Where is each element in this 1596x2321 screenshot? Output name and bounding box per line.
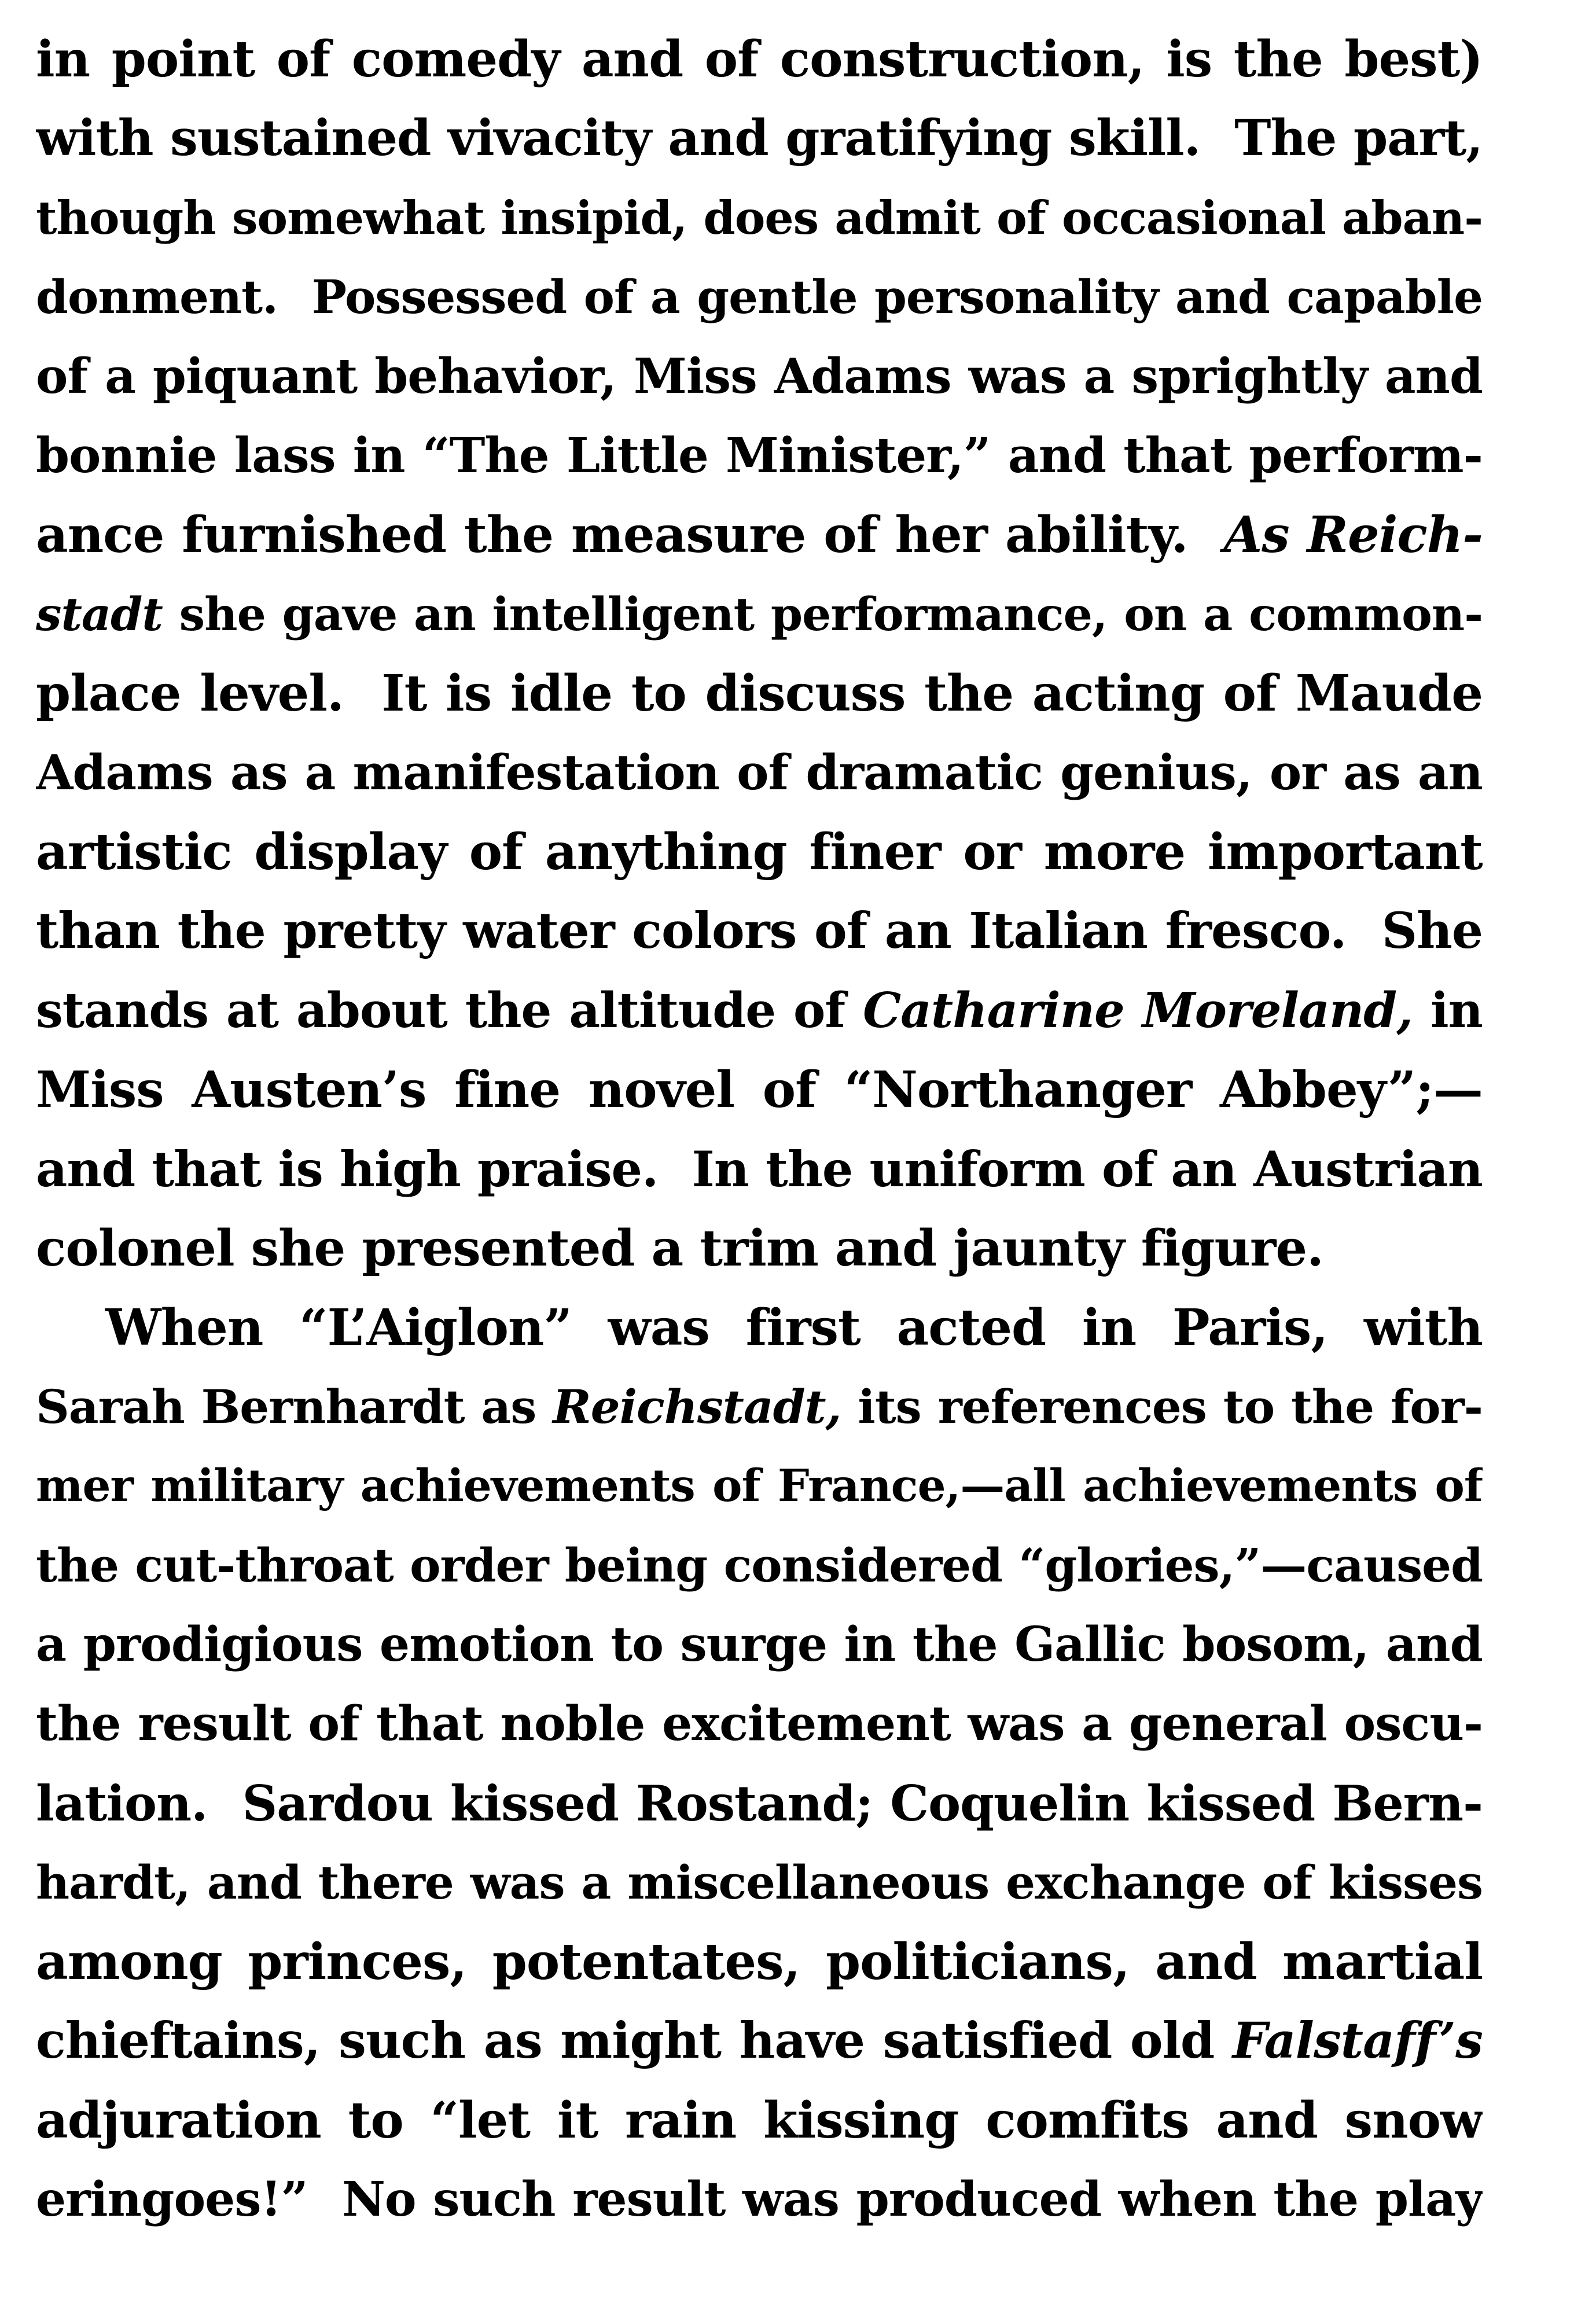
italic-text-run: Catharine Moreland, [863, 982, 1413, 1039]
italic-text-run: Reichstadt, [553, 1380, 841, 1434]
text-line [36, 1209, 1483, 1288]
text-line [36, 2160, 1483, 2239]
italic-text-run: As Reich- [1223, 506, 1483, 564]
text-run: in [1413, 982, 1483, 1039]
text-run: mer military achievements of France,—all achievements of [36, 1460, 1483, 1512]
text-run: Adams as a manifestation of dramatic genius, or as an [36, 744, 1483, 801]
text-line [36, 20, 1483, 99]
text-run: than the pretty water colors of an Italian fresco. She [36, 902, 1483, 960]
text-run: hardt, and there was a miscellaneous exchange of kisses [36, 1855, 1483, 1910]
text-run: Sarah Bernhardt as [36, 1380, 553, 1434]
text-line [36, 1605, 1483, 1684]
text-run: of a piquant behavior, Miss Adams was a sprightly and [36, 348, 1483, 404]
text-run: place level. It is idle to discuss the acting of Maude [36, 664, 1483, 723]
text-run: stands at about the altitude of [36, 982, 863, 1039]
text-run: a prodigious emotion to surge in the Gallic bosom, and [36, 1617, 1483, 1672]
text-line [36, 2081, 1483, 2160]
text-run: lation. Sardou kissed Rostand; Coquelin kissed Bern- [36, 1775, 1483, 1832]
text-run: adjuration to “let it rain kissing comfits and snow [36, 2091, 1483, 2150]
text-line [36, 1050, 1483, 1130]
page-text-block [36, 20, 1483, 2239]
text-run: chieftains, such as might have satisfied old [36, 2012, 1233, 2070]
text-line [36, 495, 1483, 575]
text-line [36, 654, 1483, 733]
text-run: Miss Austen’s fine novel of “Northanger Abbey”;— [36, 1061, 1483, 1119]
text-run: donment. Possessed of a gentle personality and capable [36, 270, 1483, 324]
text-run: and that is high praise. In the uniform of an Austrian [36, 1141, 1483, 1198]
text-run: with sustained vivacity and gratifying skill. The part, [36, 109, 1483, 167]
text-line [36, 1684, 1483, 1764]
text-line [36, 733, 1483, 812]
text-run: the result of that noble excitement was a general oscu- [36, 1696, 1483, 1752]
text-run: ance furnished the measure of her ability. [36, 506, 1224, 564]
text-line [36, 892, 1483, 971]
text-line [36, 1288, 1483, 1367]
text-line [36, 258, 1483, 337]
text-run: bonnie lass in “The Little Minister,” and that perform- [36, 427, 1483, 484]
text-run: colonel she presented a trim and jaunty figure. [36, 1219, 1323, 1278]
text-line [36, 575, 1483, 654]
text-run: in point of comedy and of construction, is the best) [36, 30, 1483, 89]
italic-text-run: stadt [36, 587, 163, 641]
text-line [36, 971, 1483, 1050]
text-line [36, 1526, 1483, 1605]
text-line [36, 1447, 1483, 1526]
text-run: the cut-throat order being considered “glories,”—caused [36, 1538, 1483, 1592]
text-run: among princes, potentates, politicians, and martial [36, 1933, 1483, 1991]
text-line [36, 416, 1483, 495]
text-run: When “L’Aiglon” was first acted in Paris, with [105, 1299, 1483, 1357]
text-line [36, 1922, 1483, 2002]
text-line [36, 1764, 1483, 1843]
text-run: she gave an intelligent performance, on a common- [162, 587, 1483, 641]
text-line [36, 178, 1483, 258]
text-run: eringoes!” No such result was produced when the play [36, 2172, 1483, 2227]
text-line [36, 99, 1483, 178]
text-run: artistic display of anything finer or more important [36, 823, 1483, 881]
text-run: though somewhat insipid, does admit of occasional aban- [36, 191, 1483, 245]
italic-text-run: Falstaff’s [1232, 2012, 1483, 2070]
text-line [36, 1130, 1483, 1209]
text-run: its references to the for- [841, 1380, 1483, 1434]
text-line [36, 812, 1483, 892]
text-line [36, 1843, 1483, 1922]
text-line [36, 2002, 1483, 2081]
text-line [36, 1367, 1483, 1447]
text-line [36, 337, 1483, 416]
